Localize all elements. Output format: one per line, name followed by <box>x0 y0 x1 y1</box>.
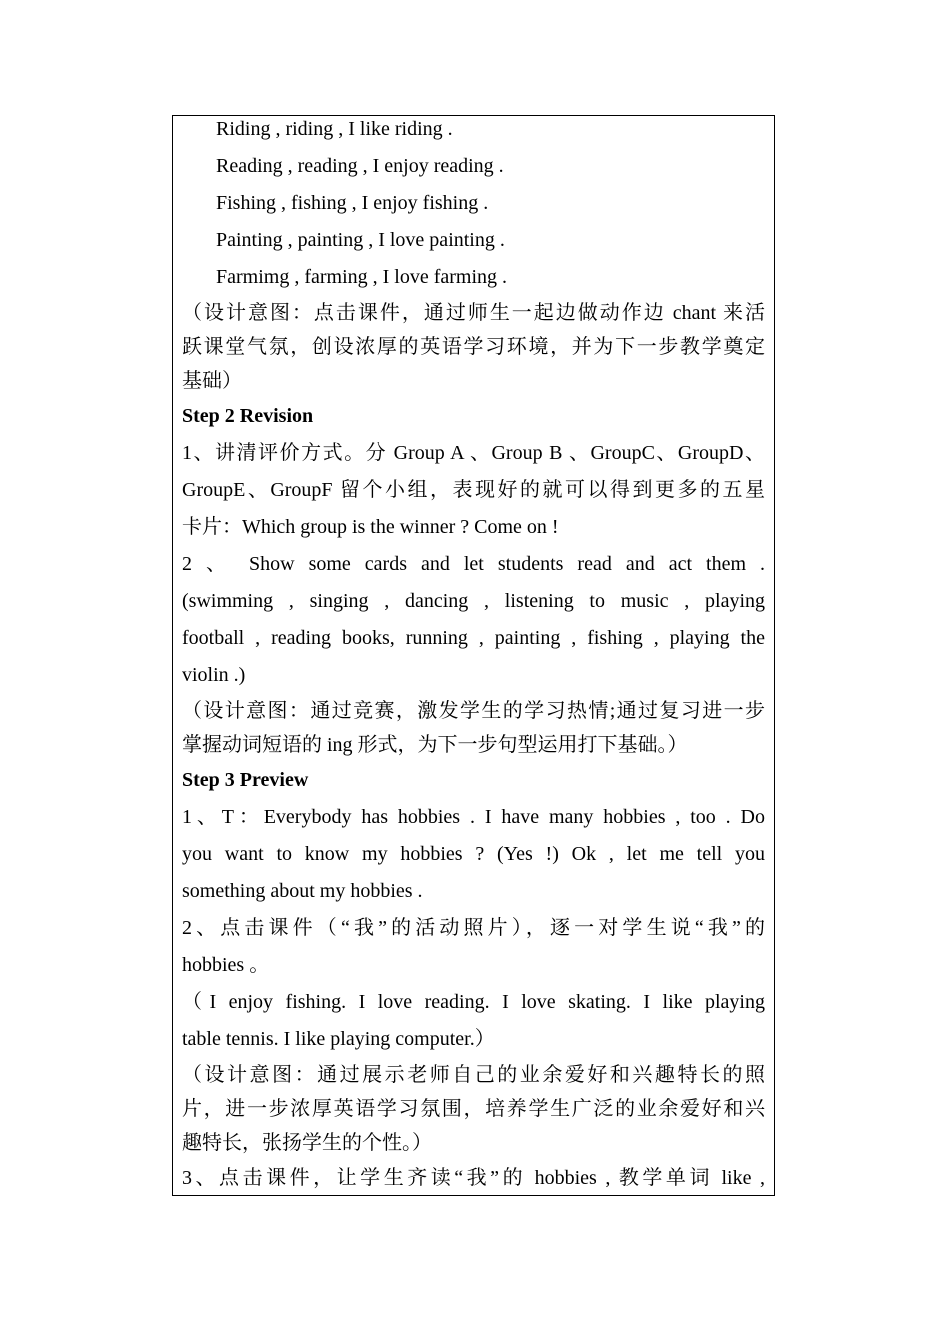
design-intent-line: （设计意图：通过竞赛，激发学生的学习热情;通过复习进一步 <box>182 700 765 722</box>
step3-heading: Step 3 Preview <box>182 769 309 791</box>
step3-item-3 <box>182 1160 765 1197</box>
step2-item-2-line: 2 、 Show some cards and let students read and act them . <box>182 553 765 575</box>
chant-line: Farmimg , farming , I love farming . <box>216 266 508 288</box>
step2-heading: Step 2 Revision <box>182 405 314 427</box>
design-intent-line: 趣特长，张扬学生的个性。） <box>182 1132 432 1154</box>
design-intent-line: 跃课堂气氛，创设浓厚的英语学习环境，并为下一步教学奠定 <box>182 336 765 358</box>
step3-item-2-line: 2、点击课件（“我”的活动照片），逐一对学生说“我”的 <box>182 917 765 939</box>
step3-item-1-line: you want to know my hobbies ? (Yes !) Ok , let me tell you <box>182 843 765 865</box>
step2-design-intent <box>182 694 765 762</box>
step3-item-3-line: 3、点击课件，让学生齐读“我”的 hobbies , 教学单词 like , <box>182 1167 765 1189</box>
step2-item-1 <box>182 435 765 546</box>
step3-example-line: table tennis. I like playing computer.） <box>182 1028 495 1050</box>
design-intent-line: （设计意图：点击课件，通过师生一起边做动作边 chant 来活 <box>182 302 765 324</box>
chant-block <box>182 111 765 296</box>
design-intent-line: （设计意图：通过展示老师自己的业余爱好和兴趣特长的照 <box>182 1064 765 1086</box>
step2-item-2-line: football , reading books, running , painting , fishing , playing the <box>182 627 765 649</box>
design-intent-line: 片，进一步浓厚英语学习氛围，培养学生广泛的业余爱好和兴 <box>182 1098 765 1120</box>
step2-item-2 <box>182 546 765 694</box>
step2-item-2-line: (swimming , singing , dancing , listening to music , playing <box>182 590 765 612</box>
step3-design-intent <box>182 1058 765 1160</box>
step3-examples <box>182 984 765 1058</box>
step2-item-1-line: 1、讲清评价方式。分 Group A 、Group B 、GroupC、GroupD、 <box>182 442 765 464</box>
step3-item-1-line: something about my hobbies . <box>182 880 423 902</box>
lesson-plan-table-cell <box>172 115 775 1196</box>
step2-item-2-line: violin .) <box>182 664 246 686</box>
chant-line: Riding , riding , I like riding . <box>216 118 453 140</box>
design-intent-1 <box>182 296 765 398</box>
step2-item-1-line: GroupE、GroupF 留个小组，表现好的就可以得到更多的五星 <box>182 479 765 501</box>
step3-item-1 <box>182 799 765 910</box>
chant-line: Reading , reading , I enjoy reading . <box>216 155 504 177</box>
design-intent-line: 基础） <box>182 370 242 392</box>
step3-example-line: （I enjoy fishing. I love reading. I love skating. I like playing <box>182 991 765 1013</box>
chant-line: Painting , painting , I love painting . <box>216 229 505 251</box>
step3-item-2-line: hobbies 。 <box>182 954 270 976</box>
chant-line: Fishing , fishing , I enjoy fishing . <box>216 192 489 214</box>
step3-item-2 <box>182 910 765 984</box>
design-intent-line: 掌握动词短语的 ing 形式，为下一步句型运用打下基础。） <box>182 734 688 756</box>
step3-item-1-line: 1、T：Everybody has hobbies . I have many hobbies , too . Do <box>182 806 765 828</box>
lesson-plan-content <box>182 116 765 1197</box>
step2-item-1-line: 卡片：Which group is the winner ? Come on ! <box>182 516 559 538</box>
